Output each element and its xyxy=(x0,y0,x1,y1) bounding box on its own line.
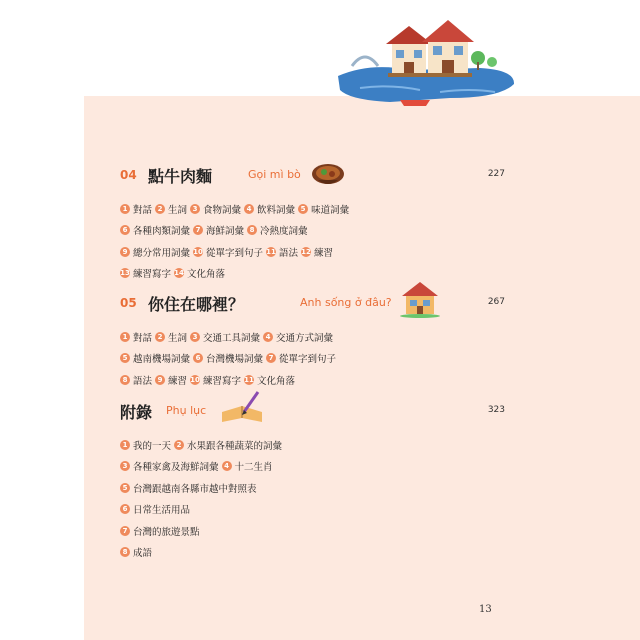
page-reference: 267 xyxy=(487,297,505,307)
topic-number-badge: 10 xyxy=(193,247,203,256)
topic-number-badge: 10 xyxy=(190,375,200,384)
topic-number-badge: 1 xyxy=(120,204,130,214)
topic-item xyxy=(174,438,282,452)
topic-item xyxy=(222,459,273,473)
page-number: 13 xyxy=(479,604,492,615)
topic-label: 生詞 xyxy=(168,204,188,216)
topic-number-badge: 11 xyxy=(244,375,254,384)
page-reference: 227 xyxy=(487,169,505,179)
topic-item xyxy=(155,330,187,344)
topic-number-badge: 3 xyxy=(120,461,130,471)
topic-label: 台灣的旅遊景點 xyxy=(133,526,200,538)
topic-label: 越南機場詞彙 xyxy=(133,354,191,366)
topic-item xyxy=(190,330,260,344)
topic-label: 對話 xyxy=(133,204,153,216)
topic-number-badge: 9 xyxy=(155,375,165,385)
lesson-title-vietnamese: Anh sống ở đâu? xyxy=(300,296,392,309)
topic-label: 味道詞彙 xyxy=(311,204,350,216)
topic-label: 各種家禽及海鮮詞彙 xyxy=(133,462,219,474)
topic-number-badge: 4 xyxy=(263,332,273,342)
topic-number-badge: 8 xyxy=(120,547,130,557)
topic-label: 文化角落 xyxy=(257,375,296,387)
topic-item xyxy=(120,351,190,365)
appendix-section xyxy=(120,400,515,563)
topic-number-badge: 8 xyxy=(120,375,130,385)
topic-row xyxy=(120,499,515,521)
topic-item xyxy=(190,202,241,216)
topic-number-badge: 5 xyxy=(298,204,308,214)
topic-row xyxy=(120,456,515,478)
lesson-number: 04 xyxy=(120,168,137,182)
topic-label: 冷熱度詞彙 xyxy=(260,226,308,238)
topic-number-badge: 3 xyxy=(190,204,200,214)
topic-number-badge: 2 xyxy=(155,204,165,214)
topic-item xyxy=(266,351,336,365)
lesson-title-chinese: 你住在哪裡？ xyxy=(148,295,245,314)
topic-item xyxy=(247,223,308,237)
topic-number-badge: 6 xyxy=(120,504,130,514)
topic-label: 文化角落 xyxy=(187,269,226,281)
beef-noodle-bowl-icon xyxy=(310,160,346,190)
appendix-topic-list xyxy=(120,434,515,563)
topic-number-badge: 12 xyxy=(301,247,311,256)
topic-number-badge: 5 xyxy=(120,353,130,363)
house-icon xyxy=(398,278,442,318)
topic-number-badge: 11 xyxy=(266,247,276,256)
topic-item xyxy=(263,330,333,344)
vocab-topic-list xyxy=(120,198,515,284)
topic-number-badge: 8 xyxy=(247,225,257,235)
topic-row xyxy=(120,198,515,220)
appendix-title-vietnamese: Phụ lục xyxy=(166,404,207,417)
topic-item xyxy=(120,266,171,280)
topic-number-badge: 6 xyxy=(193,353,203,363)
lesson-section-04 xyxy=(120,164,515,284)
topic-label: 飲料詞彙 xyxy=(257,204,296,216)
topic-number-badge: 2 xyxy=(174,440,184,450)
topic-number-badge: 7 xyxy=(266,353,276,363)
topic-item xyxy=(120,524,200,538)
topic-item xyxy=(193,223,244,237)
topic-item xyxy=(266,245,298,259)
topic-item xyxy=(120,438,171,452)
topic-number-badge: 7 xyxy=(193,225,203,235)
topic-item xyxy=(120,502,190,516)
topic-row xyxy=(120,220,515,242)
topic-row xyxy=(120,434,515,456)
topic-item xyxy=(120,223,190,237)
book-and-pen-icon xyxy=(220,388,264,426)
topic-label: 海鮮詞彙 xyxy=(206,226,245,238)
topic-row xyxy=(120,477,515,499)
topic-item xyxy=(120,245,190,259)
topic-label: 練習 xyxy=(168,375,188,387)
topic-item xyxy=(174,266,225,280)
topic-number-badge: 7 xyxy=(120,526,130,536)
lesson-title-vietnamese: Gọi mì bò xyxy=(248,168,301,181)
topic-row xyxy=(120,348,515,370)
topic-label: 對話 xyxy=(133,332,153,344)
topic-item xyxy=(155,373,187,387)
topic-row xyxy=(120,542,515,564)
topic-row xyxy=(120,326,515,348)
topic-row xyxy=(120,520,515,542)
topic-number-badge: 14 xyxy=(174,269,184,278)
topic-row xyxy=(120,263,515,285)
topic-number-badge: 6 xyxy=(120,225,130,235)
topic-label: 台灣跟越南各縣市越中對照表 xyxy=(133,483,257,495)
topic-number-badge: 1 xyxy=(120,440,130,450)
topic-label: 生詞 xyxy=(168,332,188,344)
lesson-number: 05 xyxy=(120,296,137,310)
topic-label: 我的一天 xyxy=(133,440,172,452)
topic-item xyxy=(190,373,241,387)
topic-label: 水果跟各種蔬菜的詞彙 xyxy=(187,440,283,452)
topic-item xyxy=(193,245,263,259)
topic-number-badge: 2 xyxy=(155,332,165,342)
topic-label: 總分常用詞彙 xyxy=(133,247,191,259)
topic-label: 語法 xyxy=(133,375,153,387)
topic-label: 練習寫字 xyxy=(133,269,172,281)
appendix-title-chinese: 附錄 xyxy=(120,403,153,422)
topic-item xyxy=(120,545,152,559)
topic-label: 語法 xyxy=(279,247,299,259)
topic-label: 從單字到句子 xyxy=(279,354,337,366)
topic-item xyxy=(155,202,187,216)
topic-item xyxy=(193,351,263,365)
topic-label: 成語 xyxy=(133,548,153,560)
topic-label: 從單字到句子 xyxy=(206,247,264,259)
topic-item xyxy=(301,245,333,259)
topic-item xyxy=(120,202,152,216)
topic-item xyxy=(298,202,349,216)
topic-number-badge: 13 xyxy=(120,269,130,278)
topic-label: 練習 xyxy=(314,247,334,259)
topic-number-badge: 5 xyxy=(120,483,130,493)
topic-label: 交通方式詞彙 xyxy=(276,332,334,344)
topic-label: 台灣機場詞彙 xyxy=(206,354,264,366)
riverside-house-illustration xyxy=(330,18,520,110)
topic-label: 練習寫字 xyxy=(203,375,242,387)
topic-label: 交通工具詞彙 xyxy=(203,332,261,344)
topic-label: 食物詞彙 xyxy=(203,204,242,216)
topic-number-badge: 4 xyxy=(222,461,232,471)
topic-label: 十二生肖 xyxy=(234,462,273,474)
topic-number-badge: 1 xyxy=(120,332,130,342)
topic-number-badge: 3 xyxy=(190,332,200,342)
topic-item xyxy=(120,459,219,473)
lesson-title-chinese: 點牛肉麵 xyxy=(148,167,213,186)
topic-item xyxy=(244,202,295,216)
topic-number-badge: 4 xyxy=(244,204,254,214)
topic-item xyxy=(120,330,152,344)
topic-row xyxy=(120,369,515,391)
topic-label: 日常生活用品 xyxy=(133,505,191,517)
topic-row xyxy=(120,241,515,263)
page-reference: 323 xyxy=(487,405,505,415)
topic-item xyxy=(120,481,257,495)
vocab-topic-list xyxy=(120,326,515,391)
topic-number-badge: 9 xyxy=(120,247,130,257)
topic-item xyxy=(244,373,295,387)
lesson-section-05 xyxy=(120,292,515,391)
topic-item xyxy=(120,373,152,387)
topic-label: 各種肉類詞彙 xyxy=(133,226,191,238)
